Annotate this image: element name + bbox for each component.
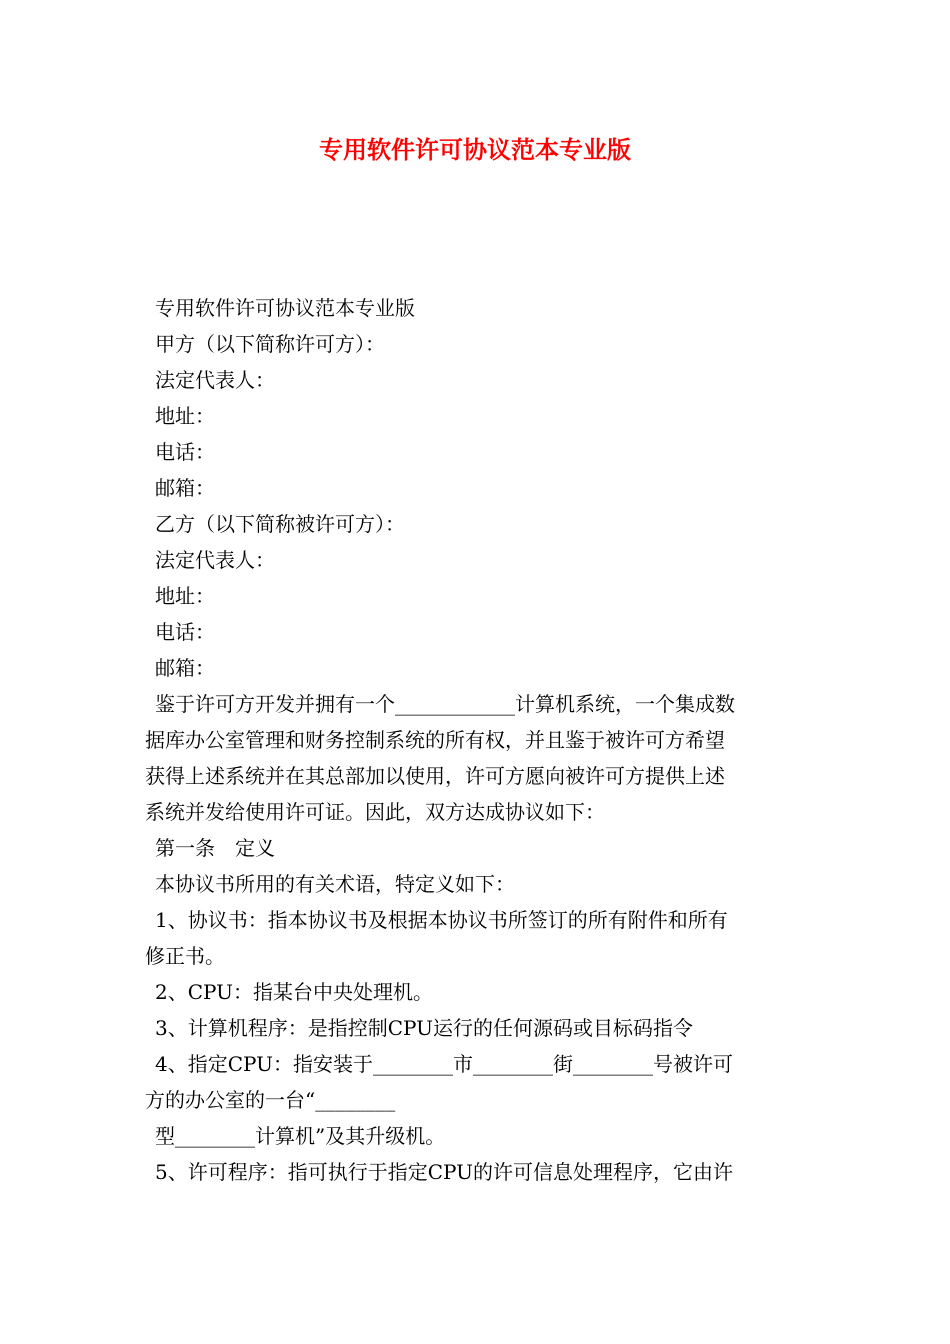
- text-line: 3、计算机程序：是指控制CPU运行的任何源码或目标码指令: [155, 1016, 693, 1040]
- section-heading: 第一条 定义: [155, 836, 275, 860]
- text-line: 邮箱：: [155, 476, 215, 500]
- text-line: 本协议书所用的有关术语，特定义如下：: [155, 872, 515, 896]
- text-line: 据库办公室管理和财务控制系统的所有权，并且鉴于被许可方希望: [145, 728, 725, 752]
- text-line: 乙方（以下简称被许可方）：: [155, 512, 405, 536]
- text-line: 甲方（以下简称许可方）：: [155, 332, 385, 356]
- text-line: 邮箱：: [155, 656, 215, 680]
- text-line: 地址：: [155, 584, 215, 608]
- text-line: 电话：: [155, 620, 215, 644]
- text-line: 1、协议书：指本协议书及根据本协议书所签订的所有附件和所有: [155, 908, 728, 932]
- text-line: 型________计算机”及其升级机。: [155, 1124, 446, 1148]
- text-line: 地址：: [155, 404, 215, 428]
- text-line: 修正书。: [145, 944, 225, 968]
- text-line: 2、CPU：指某台中央处理机。: [155, 980, 433, 1004]
- text-line: 系统并发给使用许可证。因此，双方达成协议如下：: [145, 800, 605, 824]
- text-line: 电话：: [155, 440, 215, 464]
- document-title: 专用软件许可协议范本专业版: [319, 135, 631, 164]
- text-line: 方的办公室的一台“________: [145, 1088, 396, 1112]
- text-line: 获得上述系统并在其总部加以使用，许可方愿向被许可方提供上述: [145, 764, 725, 788]
- document-body: [145, 290, 810, 1190]
- text-line: 法定代表人：: [155, 548, 275, 572]
- text-line: 法定代表人：: [155, 368, 275, 392]
- text-line: 鉴于许可方开发并拥有一个____________计算机系统，一个集成数: [155, 692, 735, 716]
- text-line: 4、指定CPU：指安装于________市________街________号被许可: [155, 1052, 733, 1076]
- text-line: 5、许可程序：指可执行于指定CPU的许可信息处理程序，它由许: [155, 1160, 733, 1184]
- text-line: 专用软件许可协议范本专业版: [155, 296, 415, 320]
